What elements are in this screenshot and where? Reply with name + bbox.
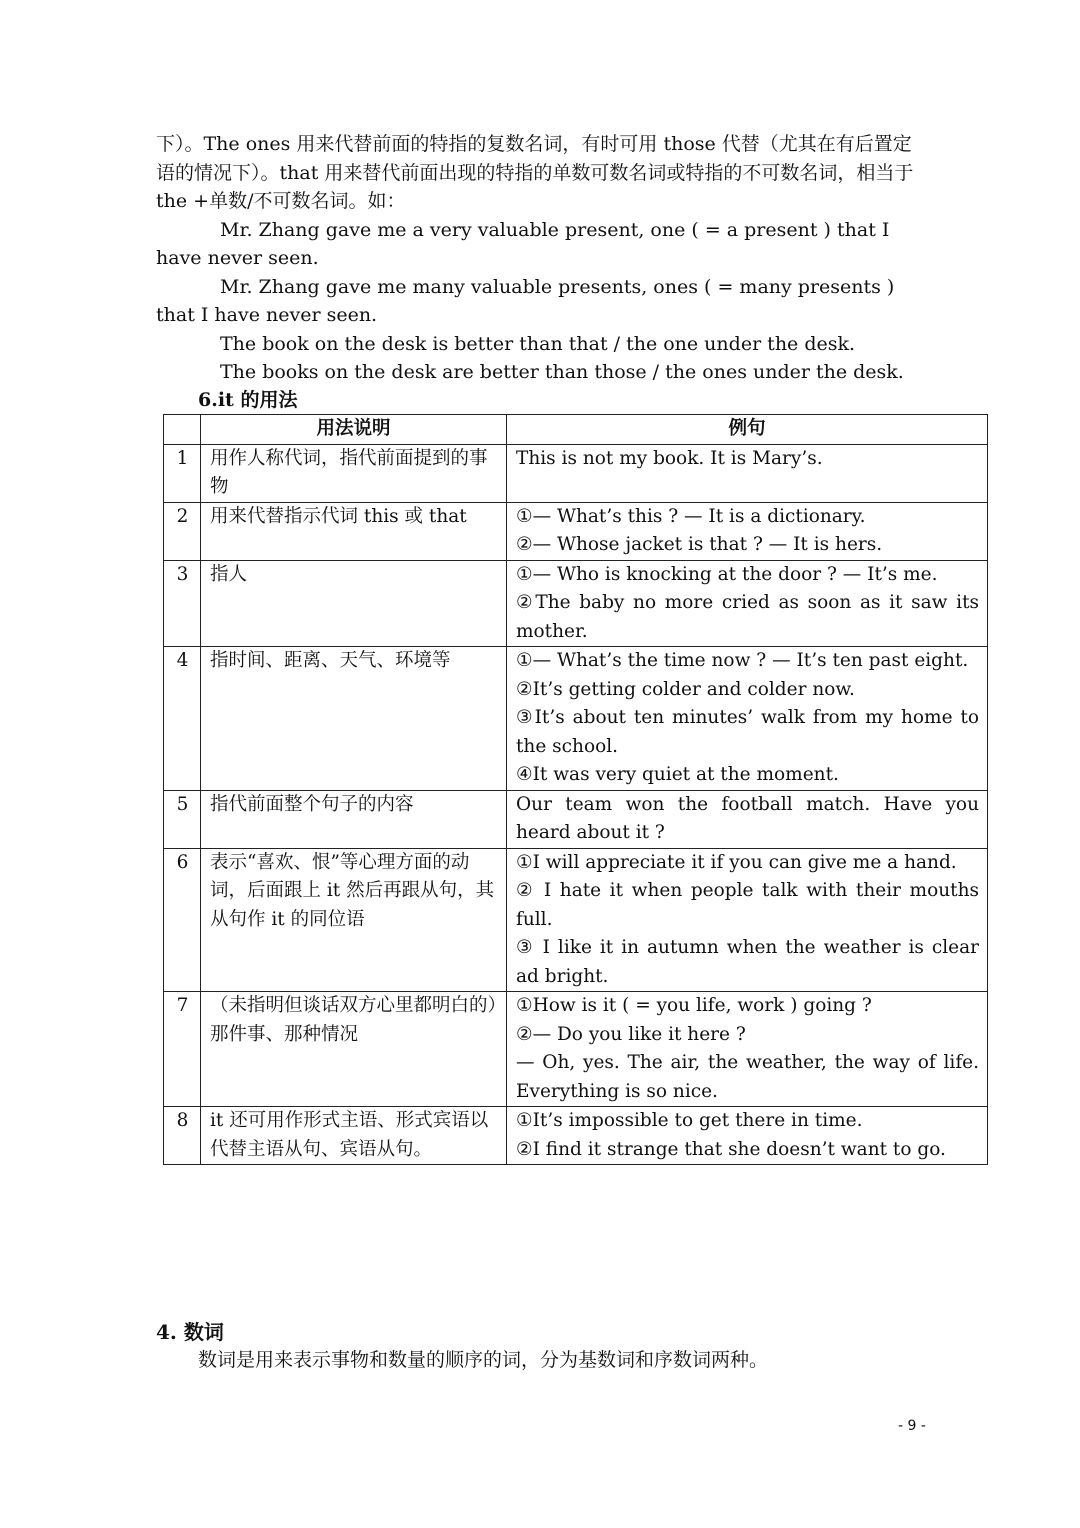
section-heading-numerals: 4. 数词 [156, 1320, 224, 1344]
example-cell [507, 560, 988, 647]
header-usage: 用法说明 [201, 415, 507, 445]
usage-description: 指时间、距离、天气、环境等 [201, 647, 507, 791]
header-number [164, 415, 201, 445]
table-row [164, 848, 988, 992]
table-row [164, 444, 988, 502]
example-sentence: ②It’s getting colder and colder now. [516, 678, 855, 700]
example-sentence: ②I find it strange that she doesn’t want to go. [516, 1138, 946, 1160]
example-sentence: ③ I like it in autumn when the weather is clear ad bright. [516, 937, 979, 987]
table-row [164, 502, 988, 560]
usage-description: 用来代替指示代词 this 或 that [201, 502, 507, 560]
example-sentence: ①— What’s this ? — It is a dictionary. [516, 505, 866, 527]
example-sentence: ②— Whose jacket is that ? — It is hers. [516, 534, 883, 555]
example-sentence: — Oh, yes. The air, the weather, the way of life. Everything is so nice. [516, 1052, 979, 1102]
header-examples: 例句 [507, 415, 988, 445]
table-header-row [164, 415, 988, 445]
it-usage-table [163, 414, 988, 1165]
example-sentence: ④It was very quiet at the moment. [516, 764, 839, 785]
section-heading-it-usage: 6.it 的用法 [198, 389, 298, 411]
row-number: 2 [164, 502, 201, 560]
row-number: 8 [164, 1107, 201, 1165]
example-sentence: ①How is it ( = you life, work ) going ? [516, 995, 872, 1016]
example-cell [507, 444, 988, 502]
example-cell [507, 848, 988, 992]
usage-description: 表示“喜欢、恨”等心理方面的动词，后面跟上 it 然后再跟从句，其从句作 it 的同位语 [201, 848, 507, 992]
example-sentence: Mr. Zhang gave me a very valuable present, one ( = a present ) that I have never seen. [156, 218, 890, 269]
example-cell [507, 992, 988, 1107]
row-number: 1 [164, 444, 201, 502]
example-sentence: ①— What’s the time now ? — It’s ten past eight. [516, 650, 969, 671]
usage-description: it 还可用作形式主语、形式宾语以代替主语从句、宾语从句。 [201, 1107, 507, 1165]
numerals-description: 数词是用来表示事物和数量的顺序的词，分为基数词和序数词两种。 [198, 1349, 769, 1371]
usage-description: 指代前面整个句子的内容 [201, 790, 507, 848]
intro-block [156, 130, 928, 387]
row-number: 5 [164, 790, 201, 848]
example-sentence: ③It’s about ten minutes’ walk from my home to the school. [516, 707, 979, 757]
row-number: 4 [164, 647, 201, 791]
table-row [164, 647, 988, 791]
usage-description: 指人 [201, 560, 507, 647]
row-number: 7 [164, 992, 201, 1107]
usage-description: 用作人称代词，指代前面提到的事物 [201, 444, 507, 502]
example-cell [507, 502, 988, 560]
row-number: 6 [164, 848, 201, 992]
example-cell [507, 1107, 988, 1165]
table-row [164, 560, 988, 647]
usage-description: （未指明但谈话双方心里都明白的）那件事、那种情况 [201, 992, 507, 1107]
example-cell [507, 647, 988, 791]
table-row [164, 1107, 988, 1165]
example-sentence: Our team won the football match. Have you heard about it ? [516, 793, 979, 843]
row-number: 3 [164, 560, 201, 647]
table-body [164, 444, 988, 1165]
example-sentence: ②The baby no more cried as soon as it saw its mother. [516, 592, 979, 642]
example-sentence: Mr. Zhang gave me many valuable presents, ones ( = many presents ) that I have never seen. [156, 275, 895, 326]
intro-paragraph: 下）。The ones 用来代替前面的特指的复数名词，有时可用 those 代替（尤其在有后置定语的情况下）。that 用来替代前面出现的特指的单数可数名词或特指的不可数名词，相当于 the +单数/不可数名词。如： [156, 133, 914, 212]
table-row [164, 790, 988, 848]
example-sentence: ② I hate it when people talk with their mouths full. [516, 880, 979, 930]
example-sentence: ①— Who is knocking at the door ? — It’s me. [516, 563, 938, 585]
example-sentence: ①It’s impossible to get there in time. [516, 1110, 863, 1131]
table-row [164, 992, 988, 1107]
example-sentence: This is not my book. It is Mary’s. [516, 447, 823, 469]
example-sentence: The book on the desk is better than that / the one under the desk. [220, 332, 856, 355]
example-sentence: The books on the desk are better than those / the ones under the desk. [220, 361, 904, 383]
example-sentence: ②— Do you like it here ? [516, 1023, 746, 1045]
example-cell [507, 790, 988, 848]
page-number: - 9 - [898, 1418, 926, 1434]
example-sentence: ①I will appreciate it if you can give me a hand. [516, 851, 957, 873]
